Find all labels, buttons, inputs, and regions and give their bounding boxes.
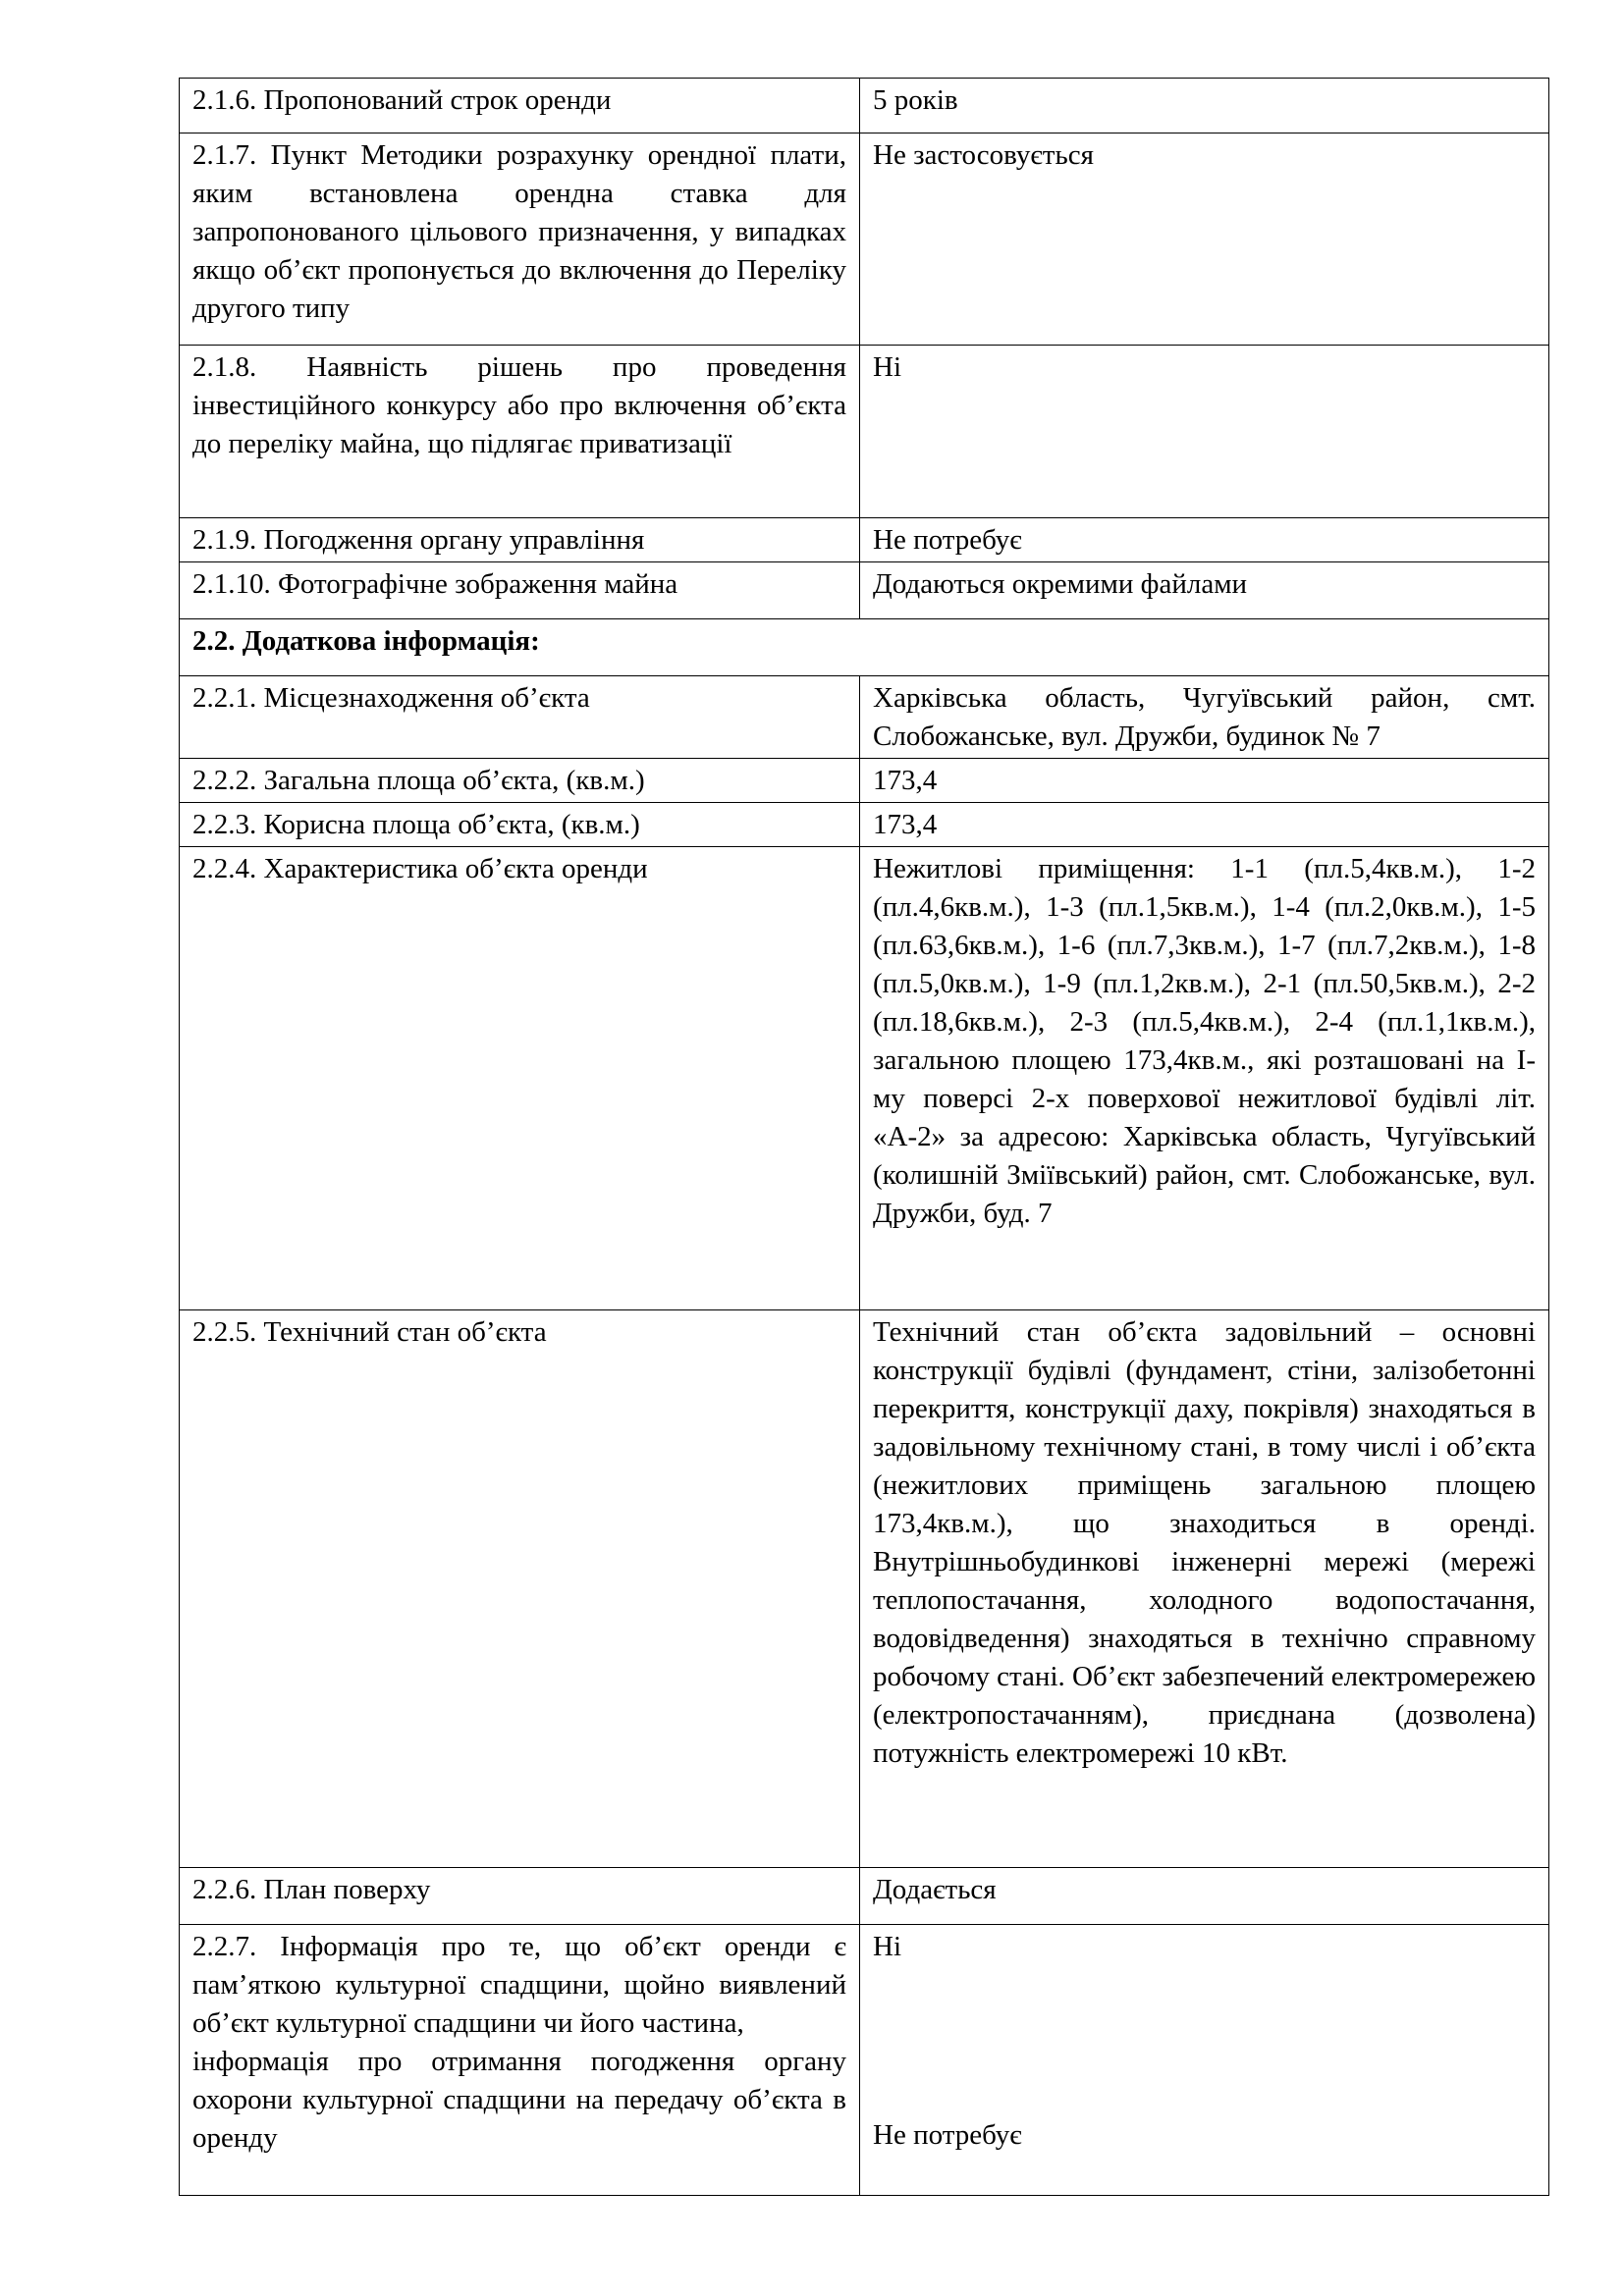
row-label: 2.1.8. Наявність рішень про проведення інвестиційного конкурсу або про включення об’єкта до переліку майна, що підлягає приватизації: [180, 346, 860, 518]
heritage-approval-value: Не потребує: [873, 2119, 1022, 2151]
heritage-status-label: 2.2.7. Інформація про те, що об’єкт оренди є пам’яткою культурної спадщини, щойно виявлений об’єкт культурної спадщини чи його частина,: [192, 1931, 846, 2039]
row-label: 2.1.7. Пункт Методики розрахунку орендної плати, яким встановлена орендна ставка для запропонованого цільового призначення, у випадках якщо об’єкт пропонується до включення до Переліку другого типу: [180, 133, 860, 346]
row-label: 2.2.2. Загальна площа об’єкта, (кв.м.): [180, 759, 860, 803]
row-label: 2.2.4. Характеристика об’єкта оренди: [180, 847, 860, 1310]
row-label: 2.2.1. Місцезнаходження об’єкта: [180, 676, 860, 759]
row-label: 2.2.3. Корисна площа об’єкта, (кв.м.): [180, 803, 860, 847]
row-value: [860, 1925, 1549, 2196]
row-label: 2.1.6. Пропонований строк оренди: [180, 79, 860, 133]
row-label: 2.2.5. Технічний стан об’єкта: [180, 1310, 860, 1868]
heritage-approval-label: інформація про отримання погодження органу охорони культурної спадщини на передачу об’єкта в оренду: [192, 2046, 846, 2154]
row-value: Технічний стан об’єкта задовільний – основні конструкції будівлі (фундамент, стіни, залізобетонні перекриття, конструкції даху, покрівля) знаходяться в задовільному технічному стані, в тому числі і об’єкта (нежитлових приміщень загальною площею 173,4кв.м.), що знаходиться в оренді. Внутрішньобудинкові інженерні мережі (мережі теплопостачання, холодного водопостачання, водовідведення) знаходяться в технічно справному робочому стані. Об’єкт забезпечений електромережею (електропостачанням), приєднана (дозволена) потужність електромережі 10 кВт.: [860, 1310, 1549, 1868]
row-value: Нежитлові приміщення: 1-1 (пл.5,4кв.м.), 1-2 (пл.4,6кв.м.), 1-3 (пл.1,5кв.м.), 1-4 (пл.2,0кв.м.), 1-5 (пл.63,6кв.м.), 1-6 (пл.7,3кв.м.), 1-7 (пл.7,2кв.м.), 1-8 (пл.5,0кв.м.), 1-9 (пл.1,2кв.м.), 2-1 (пл.50,5кв.м.), 2-2 (пл.18,6кв.м.), 2-3 (пл.5,4кв.м.), 2-4 (пл.1,1кв.м.), загальною площею 173,4кв.м., які розташовані на І-му поверсі 2-х поверхової нежитлової будівлі літ. «А-2» за адресою: Харківська область, Чугуївський (колишній Зміївський) район, смт. Слобожанське, вул. Дружби, буд. 7: [860, 847, 1549, 1310]
table-row: [180, 803, 1549, 847]
row-value: 173,4: [860, 759, 1549, 803]
row-label: 2.1.10. Фотографічне зображення майна: [180, 562, 860, 619]
table-row: [180, 133, 1549, 346]
table-row: [180, 79, 1549, 133]
row-value: Додається: [860, 1868, 1549, 1925]
row-value: 173,4: [860, 803, 1549, 847]
row-label: 2.1.9. Погодження органу управління: [180, 518, 860, 562]
row-value: Додаються окремими файлами: [860, 562, 1549, 619]
row-value: Ні: [860, 346, 1549, 518]
row-label: 2.2.6. План поверху: [180, 1868, 860, 1925]
table-row: [180, 346, 1549, 518]
table-row: [180, 1868, 1549, 1925]
property-info-table: [179, 78, 1549, 2196]
table-row: [180, 518, 1549, 562]
table-row: [180, 759, 1549, 803]
heritage-status-value: Ні: [873, 1931, 901, 1962]
table-row: [180, 562, 1549, 619]
table-row: [180, 847, 1549, 1310]
row-value: Не застосовується: [860, 133, 1549, 346]
table-row: [180, 676, 1549, 759]
row-label: [180, 1925, 860, 2196]
section-title: 2.2. Додаткова інформація:: [180, 619, 1549, 676]
row-value: Не потребує: [860, 518, 1549, 562]
table-row: [180, 1310, 1549, 1868]
section-row: [180, 619, 1549, 676]
row-value: Харківська область, Чугуївський район, смт. Слобожанське, вул. Дружби, будинок № 7: [860, 676, 1549, 759]
table-row: [180, 1925, 1549, 2196]
row-value: 5 років: [860, 79, 1549, 133]
